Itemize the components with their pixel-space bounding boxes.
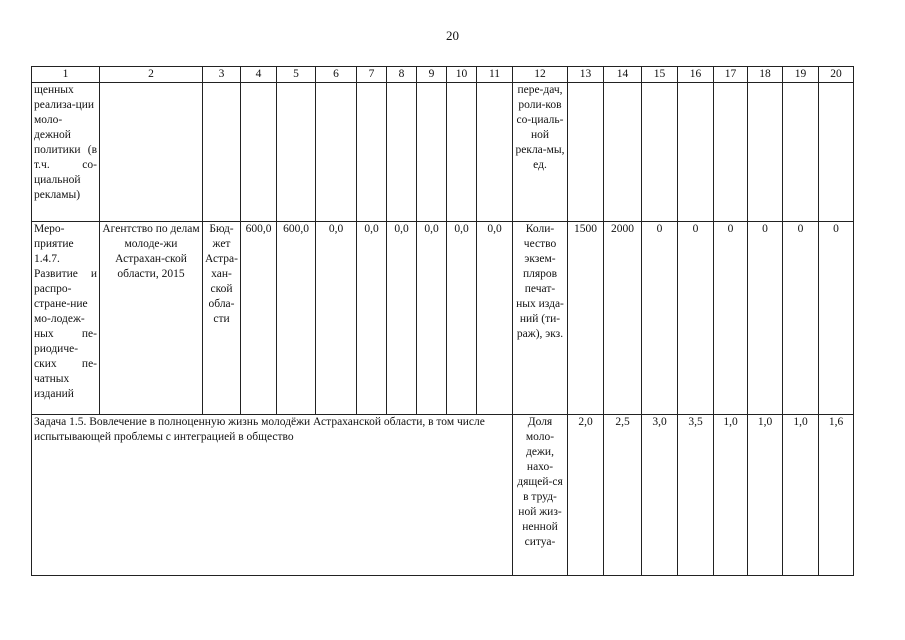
header-cell: 6 bbox=[316, 67, 357, 83]
header-cell: 11 bbox=[477, 67, 513, 83]
target-cell: 1,0 bbox=[783, 415, 819, 576]
table-row bbox=[32, 83, 854, 222]
page-number: 20 bbox=[446, 28, 459, 43]
activity-name-cell: щенных реализа-ции моло-дежной политики (в т.ч. со-циальной рекламы) bbox=[32, 83, 100, 222]
value-cell: 600,0 bbox=[277, 222, 316, 415]
header-cell: 3 bbox=[203, 67, 241, 83]
target-cell: 3,0 bbox=[642, 415, 678, 576]
task-description-cell: Задача 1.5. Вовлечение в полноценную жизнь молодёжи Астраханской области, в том числе испытывающей проблемы с интеграцией в общество bbox=[32, 415, 513, 576]
empty-cell bbox=[748, 83, 783, 222]
header-cell: 20 bbox=[819, 67, 854, 83]
header-cell: 13 bbox=[568, 67, 604, 83]
header-cell: 10 bbox=[447, 67, 477, 83]
activity-name-cell: Меро-приятие 1.4.7. Развитие и распро-стране-ние мо-лодеж-ных пе-риодиче-ских пе-чатных изданий bbox=[32, 222, 100, 415]
indicator-cell: Доля моло-дежи, нахо-дящей-ся в труд-ной жиз-ненной ситуа- bbox=[513, 415, 568, 576]
target-cell: 0 bbox=[783, 222, 819, 415]
header-cell: 4 bbox=[241, 67, 277, 83]
value-cell: 0,0 bbox=[477, 222, 513, 415]
target-cell: 2,5 bbox=[604, 415, 642, 576]
target-cell: 0 bbox=[714, 222, 748, 415]
header-cell: 14 bbox=[604, 67, 642, 83]
empty-cell bbox=[819, 83, 854, 222]
header-cell: 15 bbox=[642, 67, 678, 83]
table-row bbox=[32, 222, 854, 415]
header-cell: 12 bbox=[513, 67, 568, 83]
value-cell: 0,0 bbox=[417, 222, 447, 415]
target-cell: 0 bbox=[748, 222, 783, 415]
target-cell: 1,6 bbox=[819, 415, 854, 576]
empty-cell bbox=[357, 83, 387, 222]
header-cell: 7 bbox=[357, 67, 387, 83]
header-cell: 2 bbox=[100, 67, 203, 83]
target-cell: 1,0 bbox=[714, 415, 748, 576]
indicator-cell: пере-дач, роли-ков со-циаль-ной рекла-мы, ед. bbox=[513, 83, 568, 222]
empty-cell bbox=[477, 83, 513, 222]
empty-cell bbox=[203, 83, 241, 222]
value-cell: 0,0 bbox=[316, 222, 357, 415]
header-cell: 5 bbox=[277, 67, 316, 83]
empty-cell bbox=[417, 83, 447, 222]
value-cell: 0,0 bbox=[447, 222, 477, 415]
target-cell: 2000 bbox=[604, 222, 642, 415]
value-cell: 600,0 bbox=[241, 222, 277, 415]
empty-cell bbox=[604, 83, 642, 222]
target-cell: 1,0 bbox=[748, 415, 783, 576]
empty-cell bbox=[783, 83, 819, 222]
empty-cell bbox=[642, 83, 678, 222]
empty-cell bbox=[100, 83, 203, 222]
empty-cell bbox=[277, 83, 316, 222]
empty-cell bbox=[678, 83, 714, 222]
table-row bbox=[32, 415, 854, 576]
header-cell: 19 bbox=[783, 67, 819, 83]
target-cell: 3,5 bbox=[678, 415, 714, 576]
target-cell: 1500 bbox=[568, 222, 604, 415]
target-cell: 2,0 bbox=[568, 415, 604, 576]
header-cell: 16 bbox=[678, 67, 714, 83]
empty-cell bbox=[387, 83, 417, 222]
program-table bbox=[31, 66, 854, 576]
value-cell: 0,0 bbox=[387, 222, 417, 415]
header-cell: 8 bbox=[387, 67, 417, 83]
empty-cell bbox=[316, 83, 357, 222]
target-cell: 0 bbox=[819, 222, 854, 415]
header-cell: 17 bbox=[714, 67, 748, 83]
target-cell: 0 bbox=[678, 222, 714, 415]
empty-cell bbox=[714, 83, 748, 222]
header-cell: 9 bbox=[417, 67, 447, 83]
target-cell: 0 bbox=[642, 222, 678, 415]
empty-cell bbox=[447, 83, 477, 222]
indicator-cell: Коли-чество экзем-пляров печат-ных изда-ний (ти-раж), экз. bbox=[513, 222, 568, 415]
empty-cell bbox=[241, 83, 277, 222]
header-cell: 1 bbox=[32, 67, 100, 83]
header-cell: 18 bbox=[748, 67, 783, 83]
executor-cell: Агентство по делам молоде-жи Астрахан-ской области, 2015 bbox=[100, 222, 203, 415]
empty-cell bbox=[568, 83, 604, 222]
funding-source-cell: Бюд-жет Астра-хан-ской обла-сти bbox=[203, 222, 241, 415]
value-cell: 0,0 bbox=[357, 222, 387, 415]
column-numbers-row bbox=[32, 67, 854, 83]
